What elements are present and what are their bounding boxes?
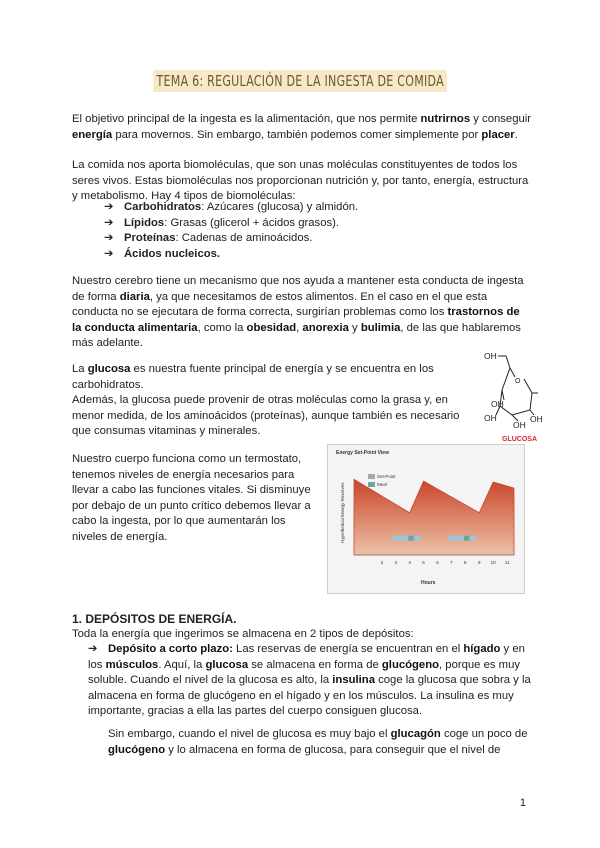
bold-term: Lípidos [124,216,165,229]
x-tick-label: 2 [380,560,384,565]
text-run: , como la [197,321,247,334]
meal-bar [408,536,414,541]
x-tick-label: 7 [450,560,453,565]
x-axis-label: Hours [421,580,436,586]
text-run: coge un poco de [440,728,528,740]
bold-term: energía [72,128,113,141]
bold-term: glucosa [205,658,249,671]
arrow-icon: ➔ [104,216,114,229]
oh-label: OH [484,351,497,361]
text-run: . [514,128,518,141]
bold-term: Depósito a corto plazo: [108,643,233,655]
section-heading: 1. DEPÓSITOS DE ENERGÍA. [72,612,237,626]
brain-paragraph [72,274,532,352]
bold-term: diaria [119,290,150,303]
arrow-icon: ➔ [104,232,114,244]
glucose-label: GLUCOSA [502,436,537,443]
setpoint-bar [449,536,477,541]
text-run: : Cadenas de aminoácidos. [175,232,313,244]
x-tick-label: 4 [408,560,411,565]
glucose-paragraph [72,362,462,440]
oh-label: OH [530,414,543,424]
biomolecule-list [104,200,358,262]
legend-label: Meal [377,482,387,487]
text-run: coge la glucosa que sobra y la almacena en forma de glucógeno en el hígado y en los músculos. La insulina es muy importante, gracias a ella las partes del cuerpo consiguen glucosa. [88,674,531,717]
legend-swatch-meal [368,482,375,487]
list-item [104,231,358,247]
text-run: se almacena en forma de [248,658,382,671]
bold-term: bulimia [360,321,401,334]
bold-term: obesidad [246,321,297,334]
glucose-ring [500,368,532,415]
text-run: para movernos. Sin embargo, también podemos comer simplemente por [112,128,482,141]
list-item [104,247,358,263]
intro-paragraph [72,112,532,143]
chart-title: Energy Set-Point View [336,450,389,456]
chart-svg [328,445,524,593]
oh-label: OH [491,399,504,409]
bold-term: músculos [105,658,159,671]
text-run: , ya que necesitamos de estos alimentos. En el caso en el que esta conducta no se ejecutara de forma correcta, surgirían problemas como los [72,290,488,318]
arrow-icon: ➔ [88,643,98,655]
text-run: Nuestro cerebro tiene un mecanismo que nos ayuda a mantener esta conducta de ingesta de forma [72,275,524,303]
oh-label: OH [484,413,497,423]
text-run: : Grasas (glicerol + ácidos grasos). [164,216,340,229]
bold-term: Proteínas [124,232,176,244]
x-tick-label: 9 [477,560,481,565]
text-run: y conseguir [470,113,532,125]
bold-term: anorexia [302,321,349,334]
text-run: y en los [88,643,525,671]
text-run: . Aquí, la [158,658,206,671]
x-tick-label: 10 [490,560,496,565]
bold-term: glucosa [87,363,131,375]
x-tick-label: 8 [464,560,467,565]
title-wrap [0,70,600,92]
glucose-molecule-diagram [482,348,550,444]
biomolecules-paragraph: La comida nos aporta biomoléculas, que son unas moléculas constituyentes de todos los seres vivos. Estas biomoléculas nos proporcionan nutrición y, por tanto, energía, estructura y metabolismo. Hay 4 tipos de biomoléculas: [72,159,529,202]
list-item [104,200,358,216]
glucagon-paragraph [108,727,532,758]
bold-term: insulina [332,674,375,686]
text-run: El objetivo principal de la ingesta es la alimentación, que nos permite [72,113,421,125]
page-number: 1 [519,797,526,809]
bold-term: Carbohidratos [124,201,202,213]
bold-term: glucagón [390,728,441,740]
text-run: y lo almacena en forma de glucosa, para conseguir que el nivel de [165,743,501,756]
setpoint-bar [393,536,421,541]
text-run: Las reservas de energía se encuentran en el [232,643,464,655]
text-run: Además, la glucosa puede provenir de otras moléculas como la grasa y, en menor medida, de los aminoácidos (proteínas), aunque también es necesario que consumas vitaminas y minerales. [72,394,460,437]
list-item [104,216,358,232]
text-run: , [296,321,303,334]
y-axis-label: Hypothetical Energy Reserves [340,482,345,543]
arrow-icon: ➔ [104,201,114,213]
bold-term: trastornos de la conducta alimentaria [72,306,520,334]
bold-term: glucógeno [108,743,166,756]
bold-term: placer [481,128,515,141]
text-run: Sin embargo, cuando el nivel de glucosa es muy bajo el [108,728,391,740]
text-run: : Azúcares (glucosa) y almidón. [201,201,359,213]
text-run: y [348,321,361,334]
thermostat-paragraph: Nuestro cuerpo funciona como un termostato, tenemos niveles de energía necesarios para llevar a cabo las funciones vitales. Si disminuye por debajo de un punto crítico debemos llevar a cabo la ingesta, por lo que aumentarán los niveles de energía. [72,453,311,543]
legend-swatch-setpoint [368,474,375,479]
energy-area [354,479,514,555]
bold-term: Ácidos nucleicos. [124,247,221,260]
oh-label: OH [513,420,526,430]
meal-bar [464,536,470,541]
ch2oh-bond [498,356,510,368]
x-tick-label: 6 [436,560,439,565]
x-tick-label: 11 [504,560,510,565]
x-tick-label: 5 [422,560,425,565]
text-run: , de las que hablaremos más adelante. [72,321,521,349]
energy-setpoint-chart [327,444,525,594]
x-tick-label: 3 [394,560,397,565]
ring-oxygen-label: O [515,378,521,385]
bold-term: hígado [463,643,501,655]
bold-term: glucógeno [381,658,440,671]
text-run: es nuestra fuente principal de energía y se encuentra en los carbohidratos. [72,363,434,391]
page-title: TEMA 6: REGULACIÓN DE LA INGESTA DE COMIDA [153,70,447,92]
arrow-icon: ➔ [104,247,114,260]
short-term-deposit-item [88,642,532,720]
text-run: La [72,363,88,375]
text-run: , porque es muy soluble. Cuando el nivel de la glucosa es alto, la [88,658,521,686]
bold-term: nutrirnos [420,113,471,125]
section-intro: Toda la energía que ingerimos se almacena en 2 tipos de depósitos: [72,628,414,640]
legend-label: Set-Point [377,474,396,479]
